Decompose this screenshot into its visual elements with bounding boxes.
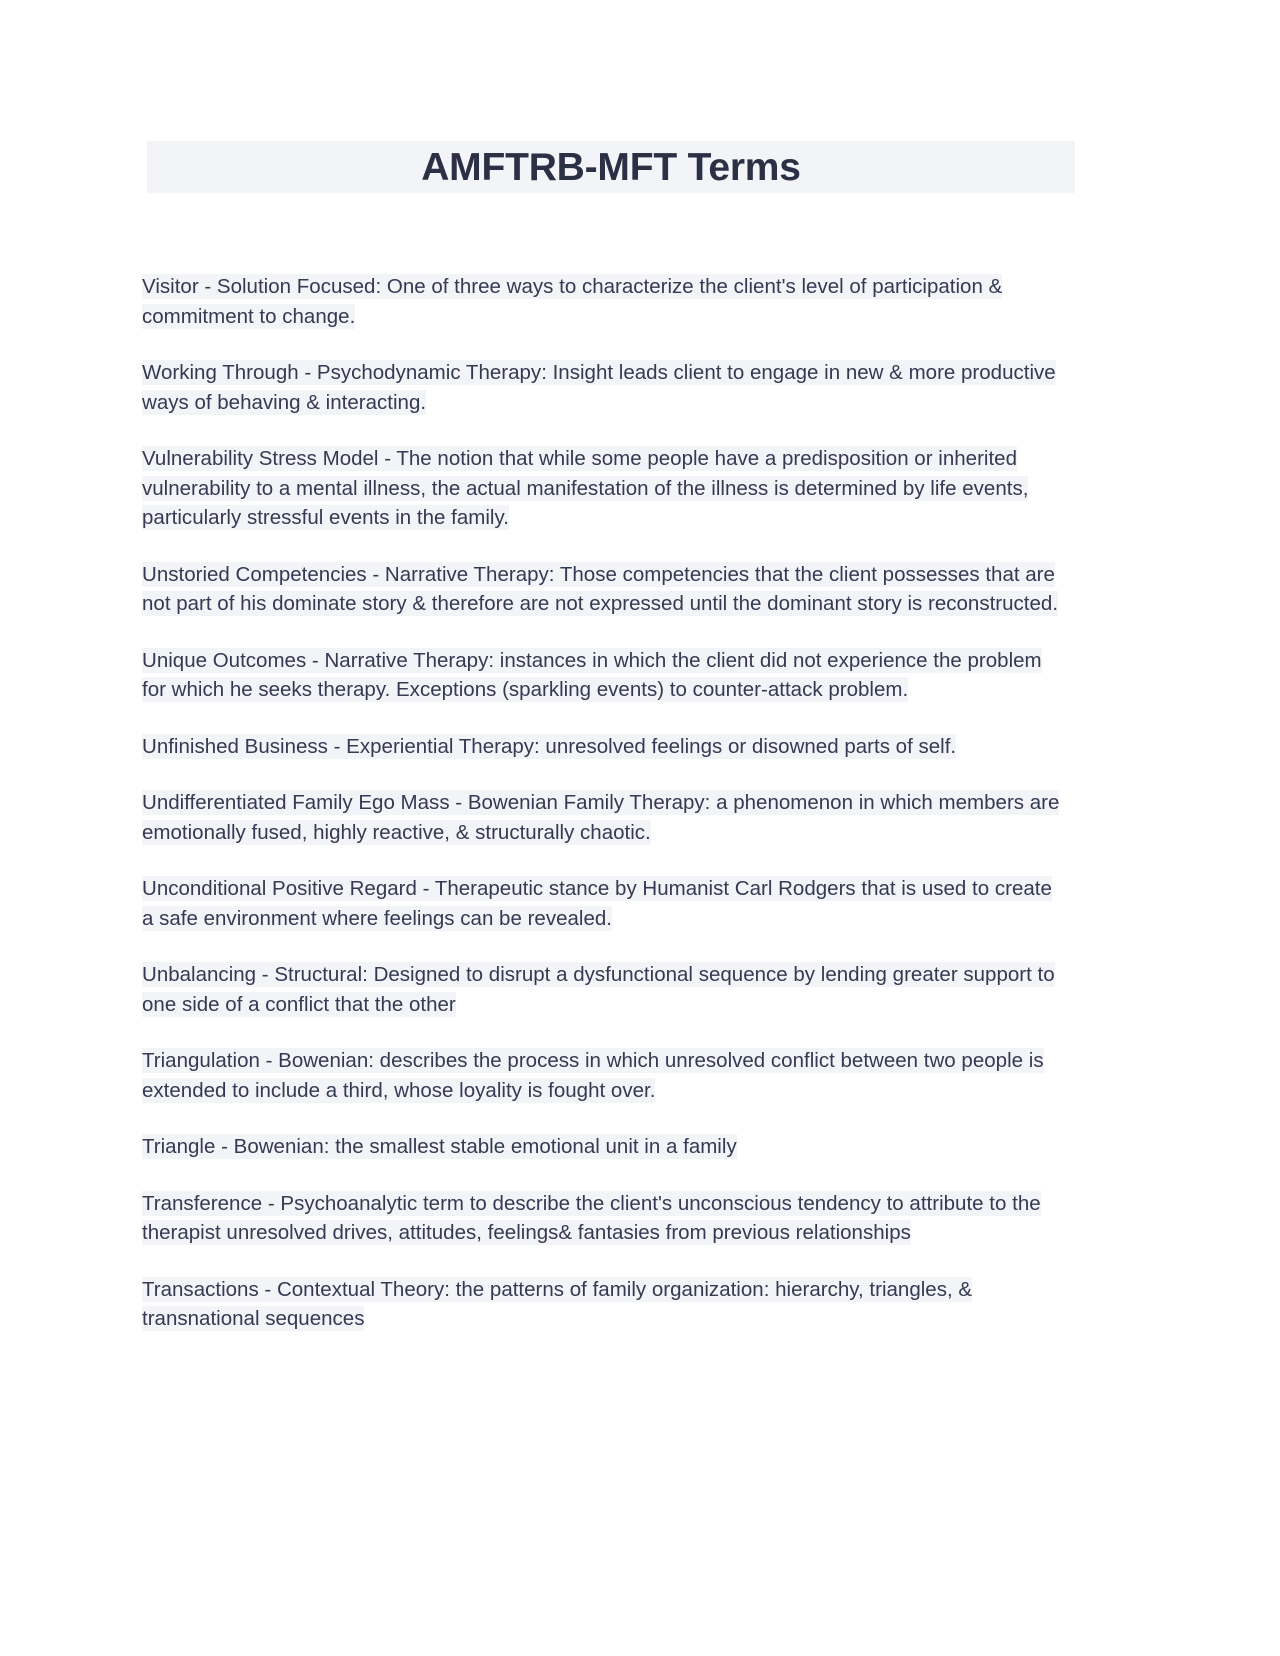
term-definition-text: Unfinished Business - Experiential Therapy: unresolved feelings or disowned parts of self. [142, 734, 957, 758]
term-definition-paragraph [142, 1046, 1068, 1105]
term-definition-text: Unconditional Positive Regard - Therapeutic stance by Humanist Carl Rodgers that is used to create a safe environment where feelings can be revealed. [142, 877, 1052, 930]
term-definition-text: Working Through - Psychodynamic Therapy: Insight leads client to engage in new & more productive ways of behaving & interacting. [142, 361, 1056, 414]
term-definition-paragraph [142, 788, 1068, 847]
term-definition-text: Transactions - Contextual Theory: the patterns of family organization: hierarchy, triangles, & transnational sequences [142, 1277, 973, 1330]
term-definition-text: Triangle - Bowenian: the smallest stable emotional unit in a family [142, 1135, 737, 1158]
term-definition-text: Triangulation - Bowenian: describes the process in which unresolved conflict between two people is extended to include a third, whose loyality is fought over. [142, 1049, 1044, 1102]
page-title: AMFTRB-MFT Terms [421, 145, 801, 189]
term-definition-paragraph [142, 272, 1068, 331]
term-definition-text: Unique Outcomes - Narrative Therapy: instances in which the client did not experience the problem for which he seeks therapy. Exceptions (sparkling events) to counter-attack problem. [142, 648, 1042, 701]
term-definition-paragraph [142, 444, 1068, 533]
term-definition-paragraph [142, 874, 1068, 933]
document-title-band [147, 141, 1075, 193]
term-definition-text: Undifferentiated Family Ego Mass - Bowenian Family Therapy: a phenomenon in which members are emotionally fused, highly reactive, & structurally chaotic. [142, 791, 1060, 844]
term-definition-paragraph [142, 358, 1068, 417]
term-definition-text: Visitor - Solution Focused: One of three ways to characterize the client's level of participation & commitment to change. [142, 275, 1003, 328]
term-definition-text: Unbalancing - Structural: Designed to disrupt a dysfunctional sequence by lending greater support to one side of a conflict that the other [142, 963, 1055, 1016]
term-definition-paragraph [142, 1132, 1068, 1162]
terms-list [142, 272, 1068, 1334]
term-definition-text: Transference - Psychoanalytic term to describe the client's unconscious tendency to attribute to the therapist unresolved drives, attitudes, feelings& fantasies from previous relationships [142, 1191, 1041, 1244]
term-definition-paragraph [142, 646, 1068, 705]
term-definition-paragraph [142, 560, 1068, 619]
term-definition-text: Vulnerability Stress Model - The notion that while some people have a predisposition or inherited vulnerability to a mental illness, the actual manifestation of the illness is determined by life events, particularly stressful events in the family. [142, 447, 1029, 529]
term-definition-paragraph [142, 1189, 1068, 1248]
term-definition-paragraph [142, 732, 1068, 762]
term-definition-text: Unstoried Competencies - Narrative Therapy: Those competencies that the client possesses that are not part of his dominate story & therefore are not expressed until the dominant story is reconstructed. [142, 562, 1059, 615]
term-definition-paragraph [142, 960, 1068, 1019]
term-definition-paragraph [142, 1275, 1068, 1334]
